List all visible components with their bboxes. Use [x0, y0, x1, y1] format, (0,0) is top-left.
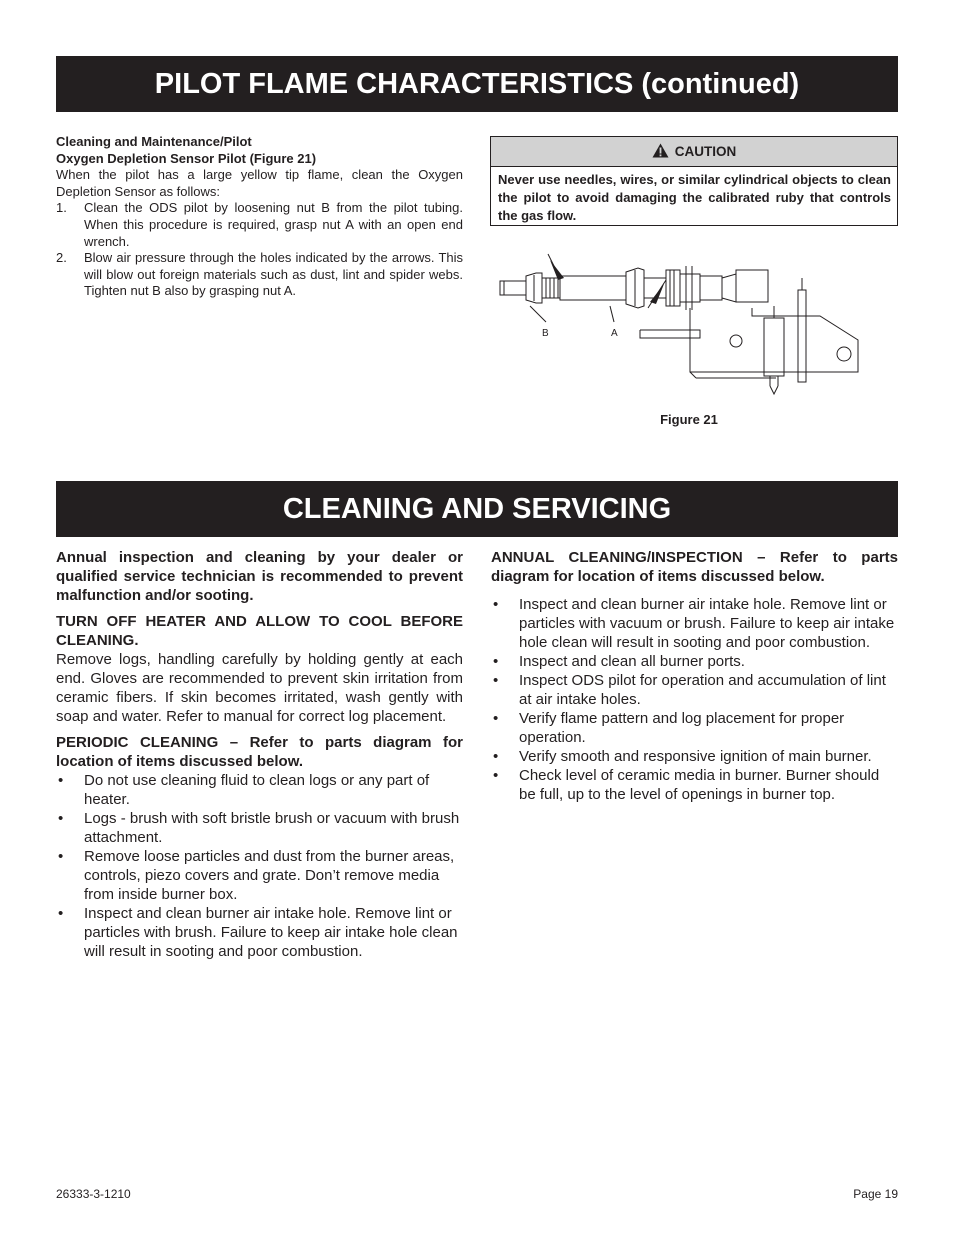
bullet: • — [493, 596, 499, 613]
step-number: 1. — [56, 200, 67, 216]
figure-caption: Figure 21 — [660, 412, 718, 427]
periodic-cleaning-heading: PERIODIC CLEANING – Refer to parts diagram for location of items discussed below. — [56, 734, 463, 770]
list-item — [491, 671, 898, 709]
list-item — [491, 709, 898, 747]
list-item-text: Verify flame pattern and log placement for proper operation. — [519, 710, 845, 746]
cleaning-left-column — [56, 548, 463, 961]
bullet: • — [58, 810, 64, 827]
caution-header — [491, 137, 897, 167]
list-item — [491, 766, 898, 804]
pilot-step — [56, 200, 463, 250]
banner-title: CLEANING AND SERVICING — [282, 493, 672, 525]
list-item-text: Inspect and clean all burner ports. — [519, 653, 745, 670]
banner-title: PILOT FLAME CHARACTERISTICS (continued) — [154, 68, 800, 100]
caution-text: Never use needles, wires, or similar cylindrical objects to clean the pilot to avoid damaging the calibrated ruby that controls the gas flow. — [498, 172, 891, 223]
log-handling-text: Remove logs, handling carefully by holding gently at each end. Gloves are recommended to prevent skin irritation from ceramic fibers. If skin becomes irritated, wash gently with soap and water. Refer to manual for correct log placement. — [56, 651, 463, 725]
document-number: 26333-3-1210 — [56, 1187, 131, 1201]
list-item — [56, 809, 463, 847]
pilot-intro: When the pilot has a large yellow tip flame, clean the Oxygen Depletion Sensor as follows: — [56, 167, 463, 199]
annual-cleaning-list — [491, 595, 898, 804]
cleaning-right-column — [491, 548, 898, 804]
step-text: Clean the ODS pilot by loosening nut B from the pilot tubing. When this procedure is required, grasp nut A with an open end wrench. — [84, 200, 463, 249]
list-item — [491, 595, 898, 652]
list-item — [56, 771, 463, 809]
list-item-text: Inspect ODS pilot for operation and accumulation of lint at air intake holes. — [519, 672, 886, 708]
pilot-step — [56, 250, 463, 300]
list-item-text: Do not use cleaning fluid to clean logs or any part of heater. — [84, 772, 430, 808]
bullet: • — [58, 848, 64, 865]
pilot-heading-2: Oxygen Depletion Sensor Pilot (Figure 21) — [56, 150, 317, 166]
list-item — [56, 904, 463, 961]
bullet: • — [493, 767, 499, 784]
section-banner-cleaning — [56, 481, 898, 537]
annual-cleaning-heading: ANNUAL CLEANING/INSPECTION – Refer to parts diagram for location of items discussed below. — [491, 549, 898, 585]
list-item-text: Remove loose particles and dust from the burner areas, controls, piezo covers and grate. Don’t remove media from inside burner box. — [84, 848, 455, 903]
bullet: • — [58, 905, 64, 922]
annual-inspection-note: Annual inspection and cleaning by your dealer or qualified service technician is recommended to prevent malfunction and/or sooting. — [56, 549, 463, 604]
bullet: • — [493, 748, 499, 765]
label-a: A — [611, 328, 618, 339]
label-b: B — [542, 328, 549, 339]
step-text: Blow air pressure through the holes indicated by the arrows. This will blow out foreign materials such as dust, lint and spider webs. Tighten nut B also by grasping nut A. — [84, 250, 463, 299]
list-item — [56, 847, 463, 904]
ods-pilot-diagram — [490, 248, 870, 403]
caution-title: CAUTION — [674, 144, 737, 159]
pilot-steps — [56, 200, 463, 300]
warning-triangle-icon — [652, 143, 669, 158]
section-banner-pilot — [56, 56, 898, 112]
list-item-text: Inspect and clean burner air intake hole. Remove lint or particles with brush. Failure to keep air intake hole clean will result in sooting and poor combustion. — [84, 905, 458, 960]
list-item-text: Inspect and clean burner air intake hole. Remove lint or particles with vacuum or brush. Failure to keep air intake hole clean will result in sooting and poor combustion. — [519, 596, 895, 651]
bullet: • — [493, 710, 499, 727]
bullet: • — [493, 653, 499, 670]
list-item — [491, 747, 898, 766]
bullet: • — [58, 772, 64, 789]
step-number: 2. — [56, 250, 67, 266]
pilot-heading-1: Cleaning and Maintenance/Pilot — [56, 134, 252, 149]
caution-box — [490, 136, 898, 226]
list-item-text: Check level of ceramic media in burner. Burner should be full, up to the level of openings in burner top. — [519, 767, 880, 803]
page-number: Page 19 — [853, 1187, 898, 1201]
periodic-cleaning-list — [56, 771, 463, 961]
list-item-text: Verify smooth and responsive ignition of main burner. — [519, 748, 872, 765]
list-item-text: Logs - brush with soft bristle brush or vacuum with brush attachment. — [84, 810, 460, 846]
pilot-instructions — [56, 134, 463, 300]
list-item — [491, 652, 898, 671]
turn-off-warning: TURN OFF HEATER AND ALLOW TO COOL BEFORE CLEANING. — [56, 613, 463, 649]
bullet: • — [493, 672, 499, 689]
